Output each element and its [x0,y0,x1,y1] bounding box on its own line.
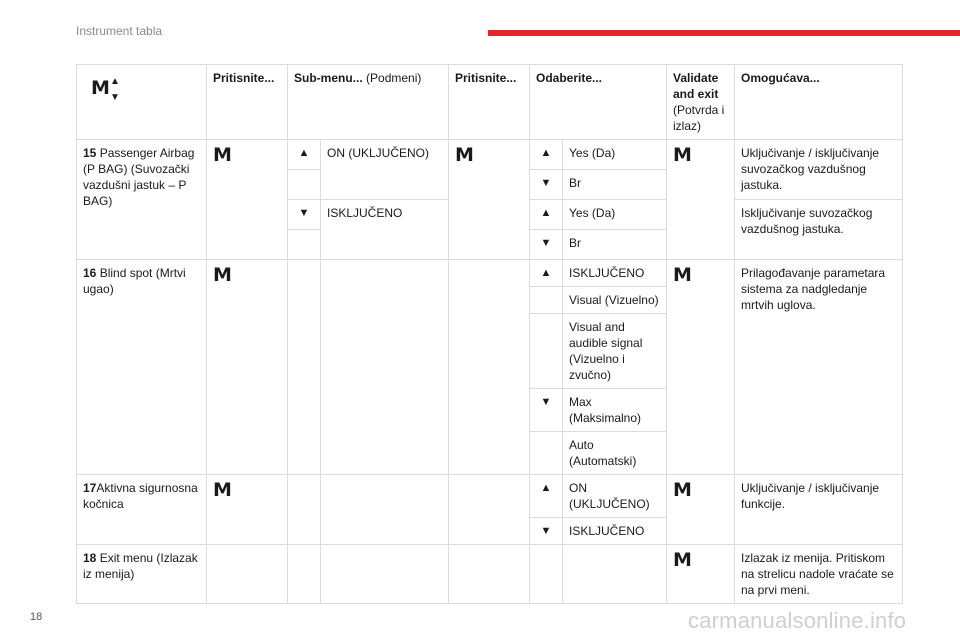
header-press-2: Pritisnite... [449,65,530,140]
empty-cell [207,545,288,604]
m-button-icon: M [207,140,288,260]
header-select: Odaberite... [530,65,667,140]
row16-option-1: ISKLJUČENO [563,260,667,287]
arrow-up-icon: ▲ [530,200,563,230]
row16-option-4: Max (Maksimalno) [563,389,667,432]
watermark: carmanualsonline.info [688,608,907,633]
empty-cell [288,260,321,475]
empty-cell [530,287,563,314]
table-row [77,545,903,604]
arrow-down-icon: ▼ [110,92,120,103]
row16-option-2: Visual (Vizuelno) [563,287,667,314]
header-submenu: Sub-menu... (Podmeni) [288,65,449,140]
header-validate: Validate and exit (Potvrda i izlaz) [667,65,735,140]
row17-option-1: ON (UKLJUČENO) [563,475,667,518]
m-button-icon: M [91,77,110,99]
m-button-icon: M [667,475,735,545]
empty-cell [530,314,563,389]
m-button-icon: M [667,545,735,604]
m-button-icon: M [207,260,288,475]
m-button-icon: M [207,475,288,545]
row15-off-label: ISKLJUČENO [321,200,449,260]
page-number: 18 [30,611,43,623]
empty-cell [530,432,563,475]
row15-title-cell: 15 Passenger Airbag (P BAG) (Suvozački vazdušni jastuk – P BAG) [77,140,207,260]
row17-title-cell: 17Aktivna sigurnosna kočnica [77,475,207,545]
header-icon-cell [77,65,207,140]
header-enables: Omogućava... [735,65,903,140]
empty-cell [288,475,321,545]
row16-option-3: Visual and audible signal (Vizuelno i zvučno) [563,314,667,389]
row15-no-2: Br [563,230,667,260]
row18-title-cell: 18 Exit menu (Izlazak iz menija) [77,545,207,604]
empty-cell [449,475,530,545]
m-button-icon: M [449,140,530,260]
section-title: Instrument tabla [76,24,163,38]
empty-cell [563,545,667,604]
arrow-down-icon: ▼ [530,389,563,432]
row17-option-2: ISKLJUČENO [563,518,667,545]
empty-cell [321,475,449,545]
arrow-up-icon: ▲ [530,475,563,518]
row15-no-1: Br [563,170,667,200]
row18-enable: Izlazak iz menija. Pritiskom na strelicu nadole vraćate se na prvi meni. [735,545,903,604]
table-header-row [77,65,903,140]
header-accent-bar [488,30,960,36]
header-press-1: Pritisnite... [207,65,288,140]
arrow-down-icon: ▼ [530,518,563,545]
arrow-up-icon: ▲ [110,76,120,87]
row16-enable: Prilagođavanje parametara sistema za nadgledanje mrtvih uglova. [735,260,903,475]
arrow-down-icon: ▼ [530,230,563,260]
arrow-up-icon: ▲ [288,140,321,170]
row17-enable: Uključivanje / isključivanje funkcije. [735,475,903,545]
m-button-icon: M [667,140,735,260]
row16-title-cell: 16 Blind spot (Mrtvi ugao) [77,260,207,475]
arrow-up-icon: ▲ [530,140,563,170]
m-button-icon: M [667,260,735,475]
empty-cell [321,545,449,604]
row15-enable-off: Isključivanje suvozačkog vazdušnog jastuka. [735,200,903,260]
row15-yes-1: Yes (Da) [563,140,667,170]
row15-enable-on: Uključivanje / isključivanje suvozačkog vazdušnog jastuka. [735,140,903,200]
empty-cell [530,545,563,604]
empty-cell [288,545,321,604]
empty-cell [288,170,321,200]
empty-cell [321,260,449,475]
arrow-down-icon: ▼ [530,170,563,200]
arrow-up-icon: ▲ [530,260,563,287]
menu-settings-table [76,64,903,604]
empty-cell [288,230,321,260]
table-row [77,260,903,287]
empty-cell [449,260,530,475]
empty-cell [449,545,530,604]
row16-option-5: Auto (Automatski) [563,432,667,475]
table-row [77,140,903,170]
row15-on-label: ON (UKLJUČENO) [321,140,449,200]
arrow-down-icon: ▼ [288,200,321,230]
table-row [77,475,903,518]
row15-yes-2: Yes (Da) [563,200,667,230]
